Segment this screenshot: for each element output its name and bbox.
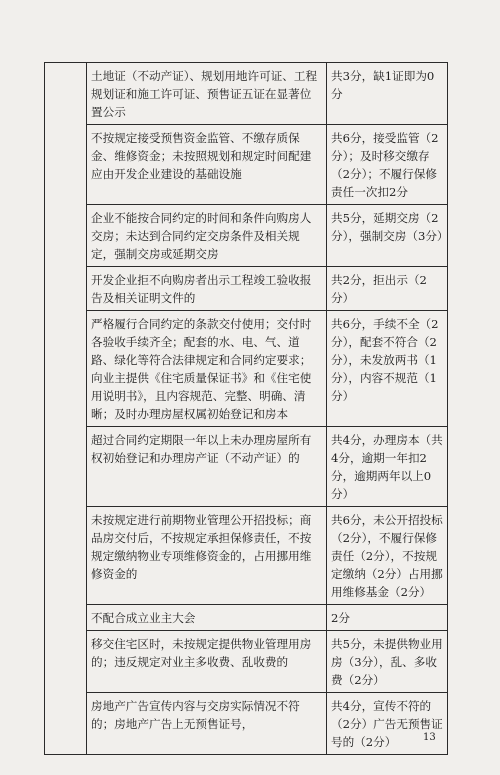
- criterion-cell: 土地证（不动产证）、规划用地许可证、工程规划证和施工许可证、预售证五证在显著位置公示: [87, 63, 327, 125]
- score-cell: 共6分，接受监管（2分）；及时移交缴存（2分）；不履行保修责任一次扣2分: [327, 125, 448, 205]
- score-cell: 共6分，未公开招投标（2分），不履行保修责任（2分），不按规定缴纳（2分）占用挪用维修基金（2分）: [327, 507, 448, 605]
- table-row: [45, 631, 448, 693]
- table-row: [45, 205, 448, 267]
- score-cell: 共2分，拒出示（2分）: [327, 267, 448, 311]
- criterion-cell: 开发企业拒不向购房者出示工程竣工验收报告及相关证明文件的: [87, 267, 327, 311]
- table-row: [45, 63, 448, 125]
- table-row: [45, 693, 448, 755]
- table-row: [45, 427, 448, 507]
- score-cell: 共4分，办理房本（共4分，逾期一年扣2分，逾期两年以上0分）: [327, 427, 448, 507]
- page-number: 13: [423, 732, 436, 743]
- criterion-cell: 房地产广告宣传内容与交房实际情况不符的；房地产广告上无预售证号，: [87, 693, 327, 755]
- criterion-cell: 移交住宅区时，未按规定提供物业管理用房的；违反规定对业主多收费、乱收费的: [87, 631, 327, 693]
- criterion-cell: 不按规定接受预售资金监管、不缴存质保金、维修资金；未按照规划和规定时间配建应由开发企业建设的基础设施: [87, 125, 327, 205]
- score-cell: 共5分，延期交房（2分），强制交房（3分）: [327, 205, 448, 267]
- table-row: [45, 507, 448, 605]
- score-cell: 共5分，未提供物业用房（3分），乱、多收费（2分）: [327, 631, 448, 693]
- criterion-cell: 严格履行合同约定的条款交付使用；交付时各验收手续齐全；配套的水、电、气、道路、绿化等符合法律规定和合同约定要求；向业主提供《住宅质量保证书》和《住宅使用说明书》，且内容规范、完整、明确、清晰；及时办理房屋权属初始登记和房本: [87, 311, 327, 427]
- evaluation-table: [44, 62, 448, 755]
- score-cell: 共4分，宣传不符的（2分）广告无预售证号的（2分）: [327, 693, 448, 755]
- score-cell: 2分: [327, 605, 448, 631]
- blank-cell: [45, 63, 87, 755]
- score-cell: 共6分，手续不全（2分），配套不符合（2分），未发放两书（1分），内容不规范（1分）: [327, 311, 448, 427]
- criterion-cell: 未按规定进行前期物业管理公开招投标；商品房交付后，不按规定承担保修责任，不按规定缴纳物业专项维修资金的，占用挪用维修资金的: [87, 507, 327, 605]
- criterion-cell: 超过合同约定期限一年以上未办理房屋所有权初始登记和办理房产证（不动产证）的: [87, 427, 327, 507]
- table-row: [45, 605, 448, 631]
- criterion-cell: 企业不能按合同约定的时间和条件向购房人交房；未达到合同约定交房条件及相关规定，强制交房或延期交房: [87, 205, 327, 267]
- table-row: [45, 125, 448, 205]
- table-row: [45, 267, 448, 311]
- criterion-cell: 不配合成立业主大会: [87, 605, 327, 631]
- table-row: [45, 311, 448, 427]
- score-cell: 共3分，缺1证即为0分: [327, 63, 448, 125]
